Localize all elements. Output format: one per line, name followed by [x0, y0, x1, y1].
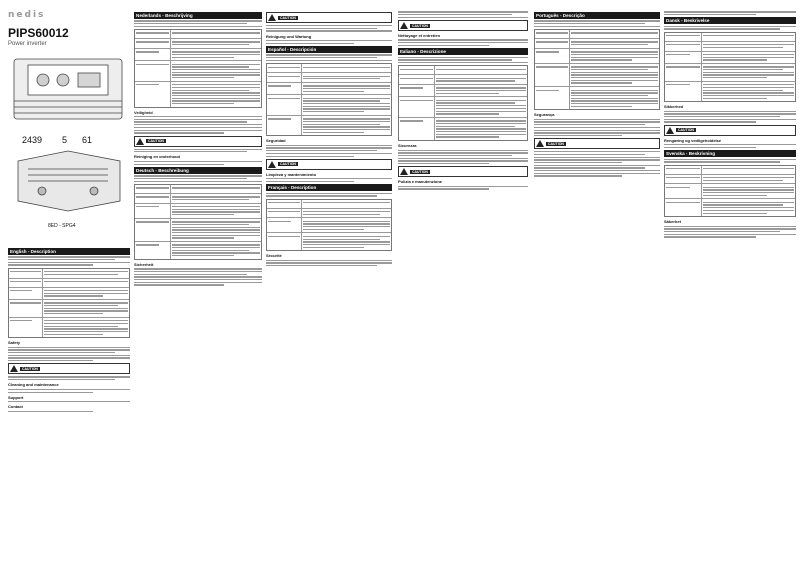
diagram-callout-1: 2439 [22, 135, 43, 145]
diagram-callout-3: 61 [82, 135, 93, 145]
section-header-francais: Français - Description [266, 184, 392, 191]
warning-icon [136, 138, 144, 145]
svenska-parts-table [664, 165, 796, 218]
diagram-callout-2: 5 [62, 135, 68, 145]
section-header-portugues: Português - Descrição [534, 12, 660, 19]
francais-safety-heading: Sécurité [266, 253, 282, 259]
italiano-safety-heading: Sicurezza [398, 143, 417, 149]
english-intro [8, 256, 130, 265]
deutsch-parts-table [134, 184, 262, 260]
dansk-parts-table [664, 32, 796, 103]
column-4 [398, 10, 528, 559]
model-number: PIPS60012 [8, 26, 69, 40]
english-parts-table [8, 268, 130, 339]
espanol-safety-heading: Seguridad [266, 138, 286, 144]
portugues-safety-heading: Segurança [534, 112, 555, 118]
section-header-italiano: Italiano - Descrizione [398, 48, 528, 55]
column-3 [266, 10, 392, 559]
section-header-deutsch: Deutsch - Beschreibung [134, 167, 262, 174]
caution-label: CAUTION [280, 15, 296, 20]
column-2 [134, 10, 262, 559]
caution-label: CAUTION [412, 169, 428, 174]
warning-icon [268, 14, 276, 21]
column-5 [534, 10, 660, 559]
english-caution-box [8, 363, 130, 374]
nederlands-cleaning-heading: Reiniging en onderhoud [134, 154, 180, 160]
warning-icon [400, 168, 408, 175]
product-subtitle: Power inverter [8, 41, 47, 47]
caution-label: CAUTION [678, 128, 694, 133]
dansk-cleaning-heading: Rengøring og vedligeholdelse [664, 137, 722, 143]
warning-icon [536, 140, 544, 147]
italiano-parts-table [398, 65, 528, 141]
column-1 [8, 10, 130, 559]
deutsch-cleaning-heading: Reinigung und Wartung [266, 33, 312, 39]
product-diagram [8, 51, 130, 241]
espanol-parts-table [266, 63, 392, 136]
caution-label: CAUTION [22, 366, 38, 371]
espanol-caution-box [266, 159, 392, 170]
diagram-side-label: 8ED - SPG4 [48, 223, 76, 229]
dansk-caution-box [664, 125, 796, 136]
english-contact-heading: Contact [8, 404, 23, 410]
portugues-parts-table [534, 29, 660, 110]
dansk-safety-heading: Sikkerhed [664, 104, 684, 110]
portugues-caution-box [534, 138, 660, 149]
italiano-caution-box [398, 166, 528, 177]
francais-parts-table [266, 199, 392, 252]
deutsch-caution-box [266, 12, 392, 23]
francais-caution-box [398, 20, 528, 31]
section-header-nederlands: Nederlands - Beschrijving [134, 12, 262, 19]
section-header-english: English - Description [8, 248, 130, 255]
inverter-front-drawing [14, 59, 122, 119]
inverter-back-drawing [18, 151, 120, 211]
section-header-svenska: Svenska - Beskrivning [664, 150, 796, 157]
warning-icon [268, 161, 276, 168]
section-header-dansk: Dansk - Beskrivelse [664, 17, 796, 24]
nederlands-parts-table [134, 29, 262, 108]
warning-icon [10, 365, 18, 372]
francais-cleaning-heading: Nettoyage et entretien [398, 33, 441, 39]
caution-label: CAUTION [548, 141, 564, 146]
brand-logo: nedis [8, 10, 46, 20]
warning-icon [666, 127, 674, 134]
caution-label: CAUTION [280, 162, 296, 167]
deutsch-safety-heading: Sicherheit [134, 261, 154, 267]
english-support-heading: Support [8, 394, 24, 400]
italiano-cleaning-heading: Pulizia e manutenzione [398, 179, 443, 185]
caution-label: CAUTION [148, 139, 164, 143]
english-safety-heading: Safety [8, 340, 21, 346]
nederlands-safety-heading: Veiligheid [134, 109, 153, 115]
warning-icon [400, 22, 408, 29]
column-6 [664, 10, 796, 559]
svenska-safety-heading: Säkerhet [664, 219, 681, 225]
section-header-espanol: Español - Descripción [266, 46, 392, 53]
caution-label: CAUTION [412, 23, 428, 28]
english-cleaning-heading: Cleaning and maintenance [8, 382, 59, 388]
espanol-cleaning-heading: Limpieza y mantenimiento [266, 171, 317, 177]
nederlands-caution-box [134, 136, 262, 147]
